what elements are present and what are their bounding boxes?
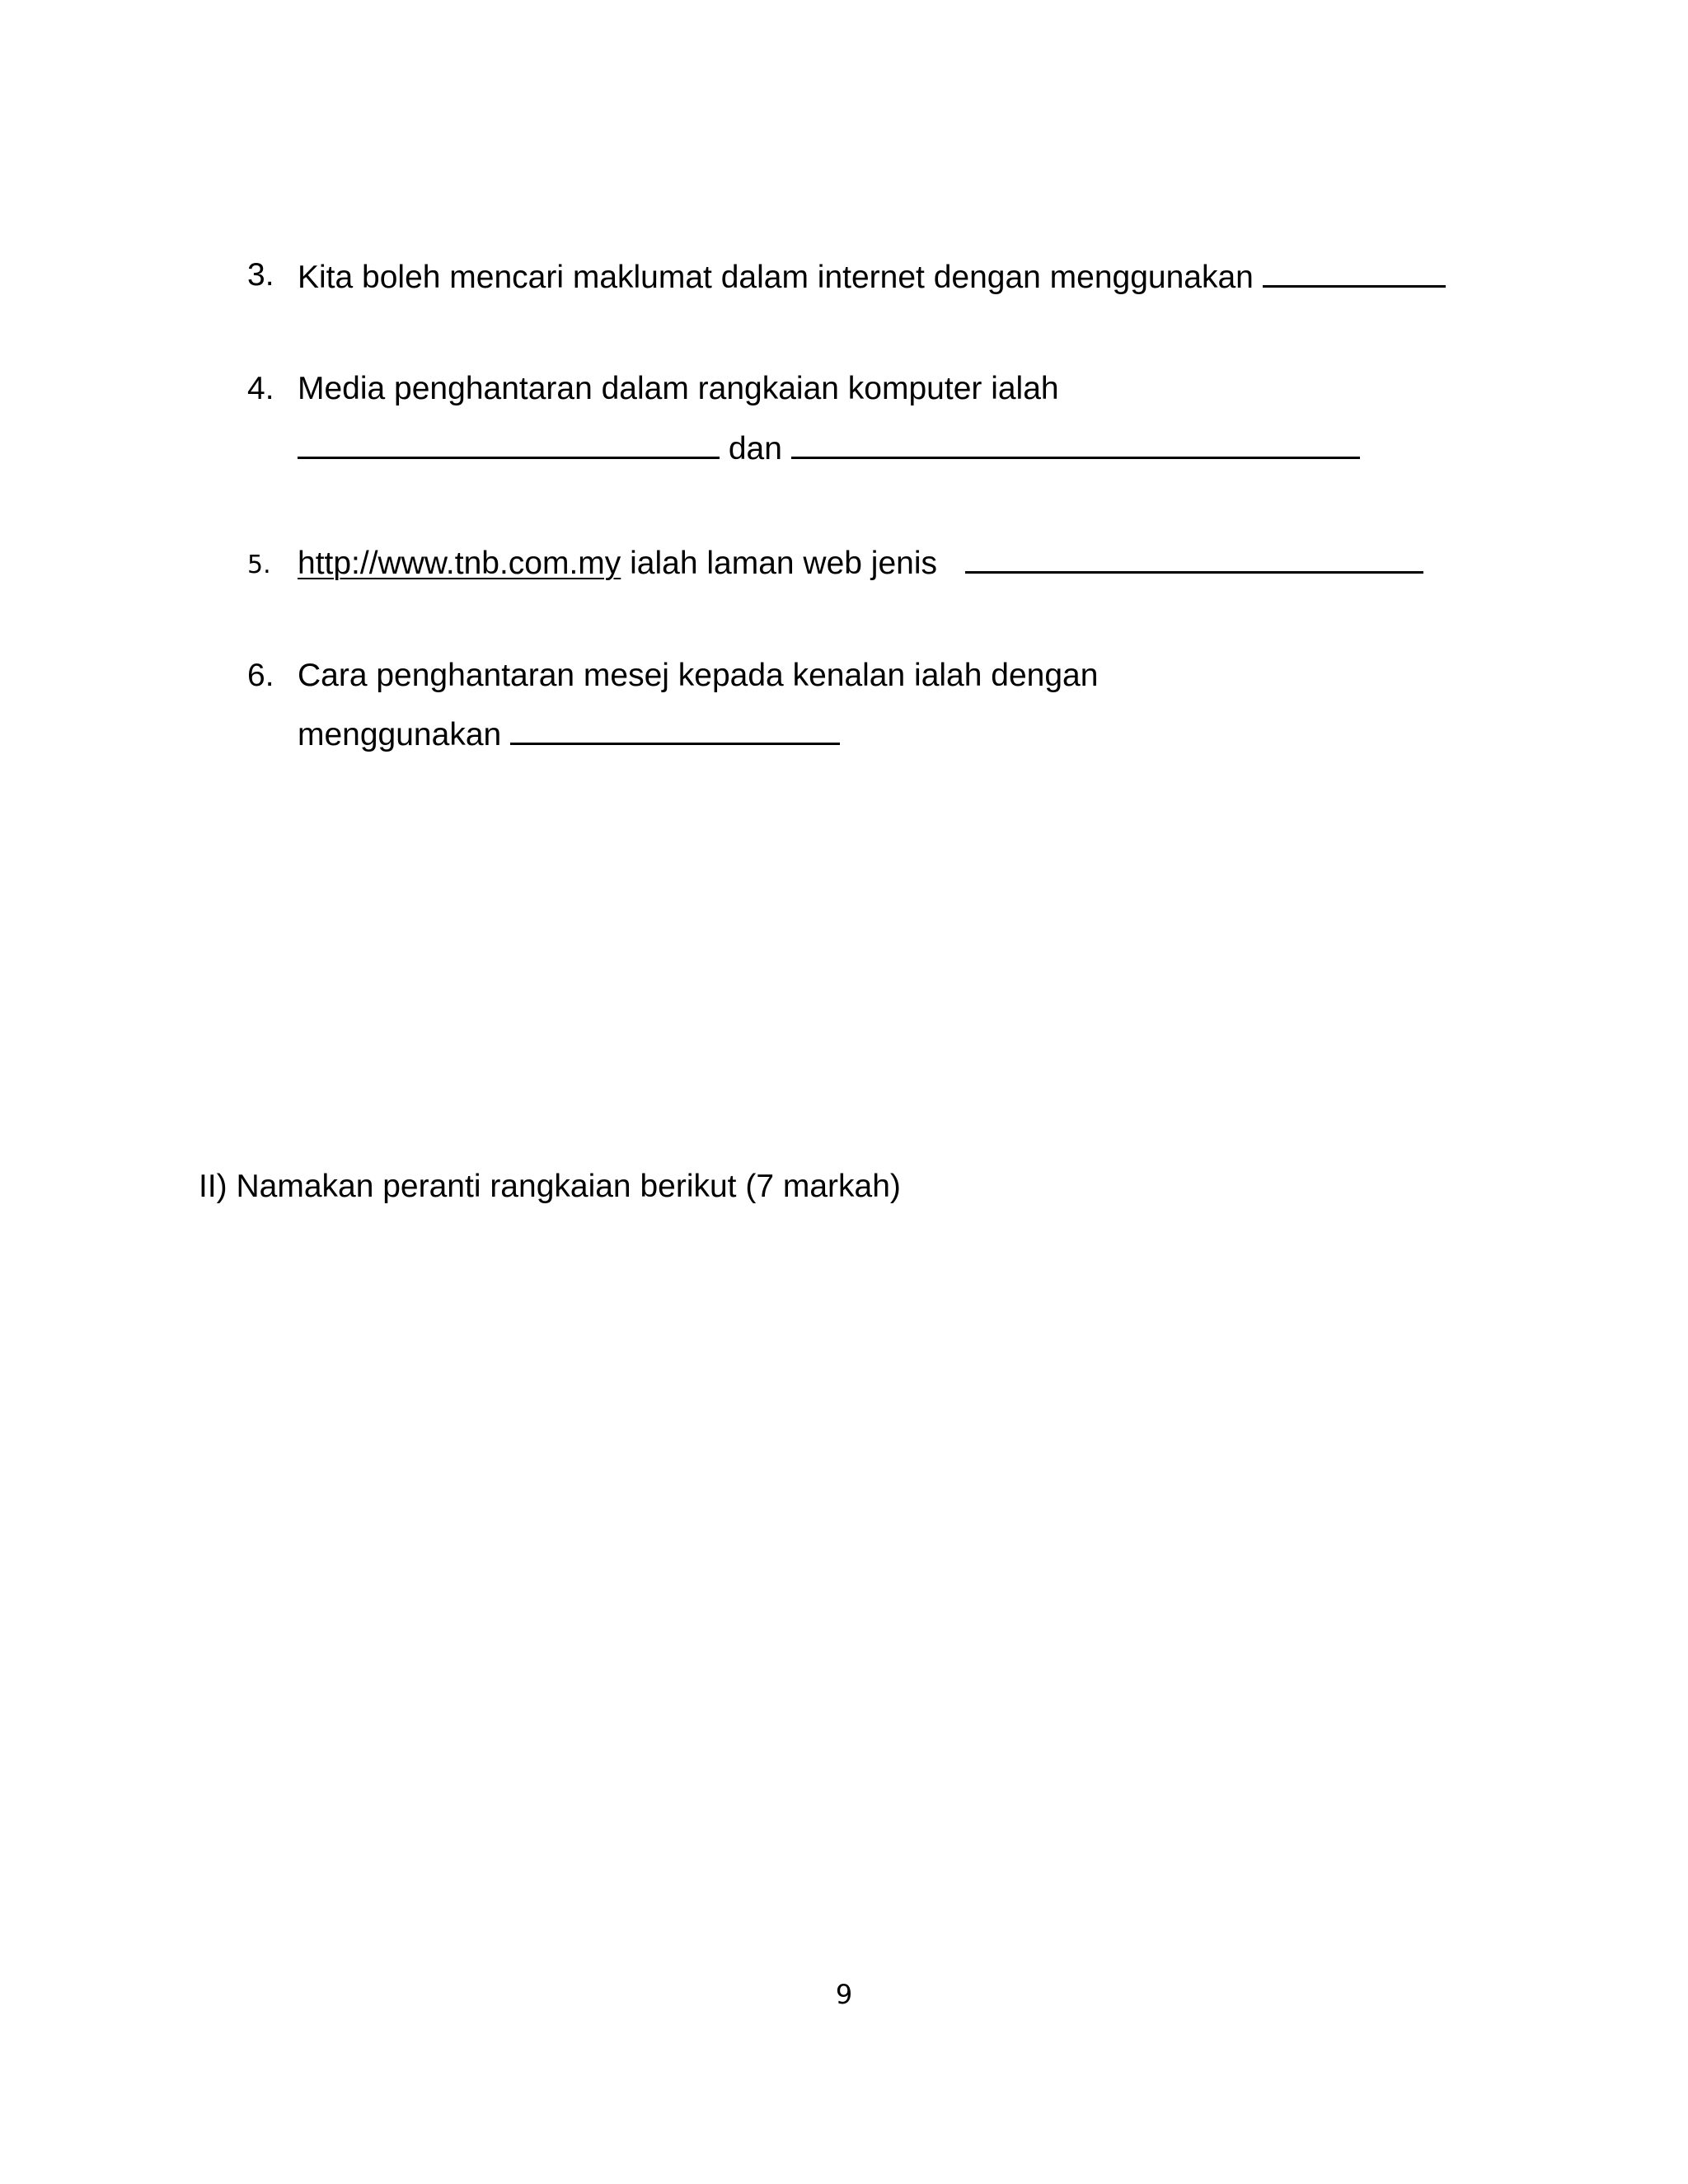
question-4-text: Media penghantaran dalam rangkaian komputer ialah [298,371,1059,406]
question-3 [298,255,1446,298]
question-4-answer-line [298,427,1360,469]
question-5-answer-blank[interactable] [965,541,1423,574]
section-heading: II) Namakan peranti rangkaian berikut (7 markah) [199,1169,901,1204]
question-3-answer-blank[interactable] [1263,255,1446,288]
question-6-answer-blank[interactable] [510,713,840,745]
question-5-link[interactable]: http://www.tnb.com.my [298,546,621,581]
question-5-number: 5. [247,551,271,579]
question-4-answer-blank-2[interactable] [791,427,1360,459]
question-5-text: ialah laman web jenis [630,546,938,581]
question-6-text2: menggunakan [298,717,502,752]
page-number: 9 [835,1979,853,2010]
question-4-number: 4. [247,371,274,406]
question-3-text: Kita boleh mencari maklumat dalam internet dengan menggunakan [298,260,1254,295]
question-4-connector: dan [728,431,782,466]
question-6-answer-line [298,713,840,755]
question-6-number: 6. [247,658,274,693]
question-4-answer-blank-1[interactable] [298,427,720,459]
question-5 [298,541,1423,583]
question-6-text: Cara penghantaran mesej kepada kenalan ialah dengan [298,658,1099,693]
question-3-number: 3. [247,257,274,293]
